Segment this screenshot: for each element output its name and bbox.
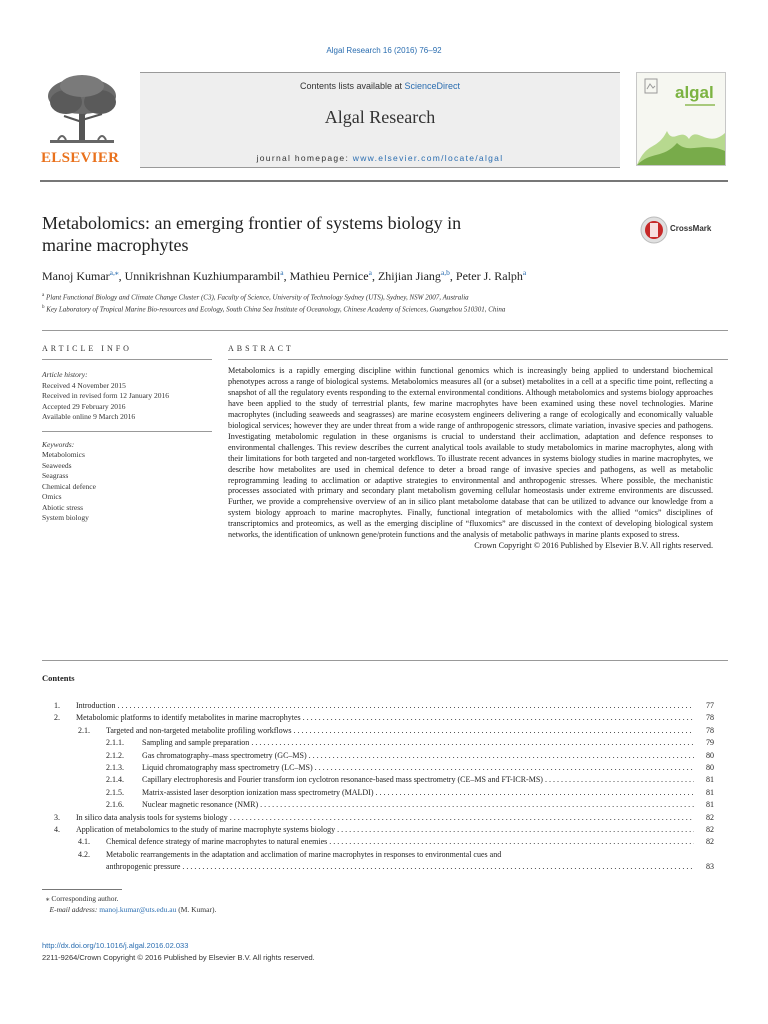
toc-entry-number: 2.1.3. xyxy=(106,762,124,772)
toc-entry-page: 82 xyxy=(706,812,714,822)
toc-entry-title: In silico data analysis tools for systems biology . . . xyxy=(76,812,694,824)
toc-entry-title: Application of metabolomics to the study of marine macrophyte systems biology . . . xyxy=(76,824,694,836)
toc-entry[interactable] xyxy=(54,700,714,712)
email-note: E-mail address: manoj.kumar@uts.edu.au (M. Kumar). xyxy=(49,905,217,914)
toc-entry-number: 2.1.6. xyxy=(106,800,124,810)
history-revised: Received in revised form 12 January 2016 xyxy=(42,391,170,400)
info-divider xyxy=(42,431,212,432)
journal-cover-thumbnail[interactable] xyxy=(636,72,726,166)
journal-name: Algal Research xyxy=(324,107,436,127)
toc-entry[interactable] xyxy=(54,799,714,811)
keyword-item: Metabolomics xyxy=(42,450,85,459)
toc-entry-number: 2. xyxy=(54,713,60,723)
title-line-1: Metabolomics: an emerging frontier of systems biology in xyxy=(42,213,462,233)
keywords xyxy=(42,440,212,524)
toc-entry[interactable] xyxy=(54,824,714,836)
issn-line: 2211-9264/Crown Copyright © 2016 Published by Elsevier B.V. All rights reserved. xyxy=(42,952,315,962)
keyword-item: System biology xyxy=(42,513,89,522)
abstract-text: Metabolomics is a rapidly emerging discipline within functional genomics which is increasingly being applied to understand biochemical phenotypes across a range of biological systems. Metabolomics measures all (or a subset) metabolites in a cell at a specific time point, reflecting a snapshot of all the regulatory events responding to the external environmental conditions. Although metabolomics and systems biology approaches have been applied to the study of terrestrial plants, few marine macrophytes have been examined using these novel technologies. Marine macrophytes (including seaweeds and seagrasses) are marine ecosystem engineers delivering a range of ecologically and economically valuable biological services; however they are under threat from a wide range of anthropogenic stressors, climate variation, invasive species and pathogens. Investigating metabolomic regulation in these organisms is crucial to understand their acclimation, adaptation and defence responses to environmental challenges. This review describes the current analytical tools available to study metabolomics in marine macrophytes, along with their limitations for both targeted and non-targeted workflows. To illustrate recent advances in systems biology studies in marine macrophytes, we describe how metabolites are used in chemical defence to deter a broad range of invasive species and pathogens, as well as metabolic reprogramming leading to acclimation or adaptive strategies to environmental and anthropogenic stresses. Where possible, the mechanistic processes associated with primary and secondary plant metabolism governing cellular homeostasis under extreme environments are discussed. Further, we provide a comprehensive overview of an in silico plant metabolome database that can be utilized to advance our knowledge from a system biology approach to marine macrophytes. Finally, functional integration of metabolomics with the allied “omics” disciplines of transcriptomics and proteomics, as well as the emerging discipline of “fluxomics” are discussed in the context of developing biological system networks, the identification of unknown gene/protein functions and the analysis of metabolic pathways in marine plants exposed to stress. xyxy=(228,366,713,540)
history-online: Available online 9 March 2016 xyxy=(42,412,136,421)
toc-entry-title: anthropogenic pressure . . . xyxy=(106,861,694,873)
cover-subtitle-bar xyxy=(685,104,715,106)
cover-title: algal xyxy=(675,83,714,102)
toc-entry[interactable] xyxy=(54,725,714,737)
history-received: Received 4 November 2015 xyxy=(42,380,126,390)
footnote-rule xyxy=(42,889,122,890)
author-5[interactable]: Peter J. Ralph$^a$ xyxy=(455,268,527,283)
toc-entry-page: 82 xyxy=(706,837,714,847)
toc-entry-page: 82 xyxy=(706,824,714,834)
toc-entry-title: Targeted and non-targeted metabolite profiling workflows . . . xyxy=(106,725,694,737)
toc-entry-title: Sampling and sample preparation . . . xyxy=(142,737,694,749)
toc-entry[interactable] xyxy=(54,737,714,749)
article-info-heading: ARTICLE INFO xyxy=(42,344,132,353)
toc-entry-page: 81 xyxy=(706,800,714,810)
abstract-body xyxy=(228,366,713,552)
toc-entry[interactable] xyxy=(54,787,714,799)
toc-entry[interactable] xyxy=(54,836,714,848)
journal-header xyxy=(40,72,728,176)
elsevier-tree-icon xyxy=(40,72,124,152)
crossmark-badge[interactable] xyxy=(640,216,730,244)
toc-entry-page: 77 xyxy=(706,701,714,710)
toc-entry-title: Matrix-assisted laser desorption ionization mass spectrometry (MALDI) . . . xyxy=(142,787,694,799)
crossmark-icon xyxy=(640,216,668,244)
cover-artwork xyxy=(637,121,725,165)
toc-entry-title: Metabolic rearrangements in the adaptation and acclimation of marine macrophytes in responses to environmental cues and xyxy=(106,849,502,859)
toc-entry-title: Gas chromatography–mass spectrometry (GC–MS) . . . xyxy=(142,750,694,762)
toc-entry-page: 78 xyxy=(706,725,714,735)
toc-entry-number: 2.1. xyxy=(78,725,90,735)
history-accepted: Accepted 29 February 2016 xyxy=(42,401,126,411)
contents-rule xyxy=(42,660,728,661)
toc-entry-title: Introduction . . . xyxy=(76,700,694,712)
toc-entry[interactable] xyxy=(54,762,714,774)
author-4[interactable]: Zhijian Jiang$^{a,b}$, xyxy=(377,268,456,283)
header-rule xyxy=(40,180,728,182)
toc-entry-title: Nuclear magnetic resonance (NMR) . . . xyxy=(142,799,694,811)
toc-entry-page: 81 xyxy=(706,775,714,785)
toc-entry[interactable] xyxy=(54,712,714,724)
toc-entry-number: 4.1. xyxy=(78,837,90,847)
toc-entry-number: 2.1.2. xyxy=(106,750,124,760)
toc-entry[interactable] xyxy=(54,812,714,824)
article-info-rule xyxy=(42,359,212,360)
publisher-name: ELSEVIER xyxy=(41,150,120,166)
affiliation-a: $^a$ Plant Functional Biology and Climate Change Cluster (C3), Faculty of Science, University of Technology Sydney (UTS), Sydney, NSW 2007, Australia xyxy=(42,293,469,302)
toc-entry-number: 2.1.4. xyxy=(106,775,124,785)
abstract-copyright: Crown Copyright © 2016 Published by Elsevier B.V. All rights reserved. xyxy=(474,541,713,551)
author-3[interactable]: Mathieu Pernice$^a$, xyxy=(289,268,378,283)
masthead xyxy=(140,72,620,168)
sciencedirect-link[interactable]: ScienceDirect xyxy=(404,81,461,91)
toc-entry-number: 1. xyxy=(54,701,60,710)
keyword-item: Abiotic stress xyxy=(42,502,84,512)
toc-entry-title: Capillary electrophoresis and Fourier transform ion cyclotron resonance-based mass spectrometry (CE–MS and FT-ICR-MS) . . . xyxy=(142,774,694,786)
elsevier-logo xyxy=(40,72,124,168)
toc-entry-page: 80 xyxy=(706,750,714,760)
affiliation-rule xyxy=(42,330,728,331)
keyword-item: Seaweeds xyxy=(42,460,72,470)
toc-entry-title: Chemical defence strategy of marine macrophytes to natural enemies . . . xyxy=(106,836,694,848)
toc-entry-page: 78 xyxy=(706,713,714,723)
keyword-item: Seagrass xyxy=(42,471,69,480)
journal-reference[interactable]: Algal Research 16 (2016) 76–92 xyxy=(326,46,442,55)
crossmark-label: CrossMark xyxy=(670,224,712,233)
toc-entry-title: Liquid chromatography mass spectrometry (LC–MS) . . . xyxy=(142,762,694,774)
toc-entry-page: 80 xyxy=(706,762,714,772)
toc-entry[interactable] xyxy=(54,849,714,861)
contents-heading: Contents xyxy=(42,673,75,683)
article-history xyxy=(42,370,212,423)
toc-entry-number: 4.2. xyxy=(78,849,90,859)
abstract-rule xyxy=(228,359,728,360)
author-list xyxy=(42,268,732,284)
author-1[interactable]: Manoj Kumar$^{a,⁎}$, xyxy=(42,268,125,283)
history-label: Article history: xyxy=(42,370,88,379)
email-link[interactable]: manoj.kumar@uts.edu.au xyxy=(99,905,177,914)
toc-entry-page: 83 xyxy=(706,862,714,872)
abstract-heading: ABSTRACT xyxy=(228,344,294,353)
keyword-item: Omics xyxy=(42,492,62,501)
affiliation-b: $^b$ Key Laboratory of Tropical Marine Bio-resources and Ecology, South China Sea Institute of Oceanology, Chinese Academy of Sciences, Guangzhou 510301, China xyxy=(42,305,506,314)
title-line-2: marine macrophytes xyxy=(42,235,189,255)
corresponding-author-note: ⁎ Corresponding author. xyxy=(45,894,119,903)
journal-homepage-link[interactable]: www.elsevier.com/locate/algal xyxy=(352,153,504,163)
footnote xyxy=(42,893,442,915)
toc-entry[interactable] xyxy=(54,750,714,762)
keywords-label: Keywords: xyxy=(42,439,75,449)
toc-entry-number: 2.1.1. xyxy=(106,738,124,748)
toc-entry-page: 81 xyxy=(706,787,714,797)
toc-entry[interactable] xyxy=(54,774,714,786)
toc-entry-number: 2.1.5. xyxy=(106,787,124,797)
journal-homepage-line: journal homepage: www.elsevier.com/locate/algal xyxy=(256,153,504,163)
author-2[interactable]: Unnikrishnan Kuzhiumparambil$^a$, xyxy=(124,268,290,283)
cover-emblem-icon xyxy=(643,77,663,97)
article-title xyxy=(42,212,602,256)
toc-entry-number: 4. xyxy=(54,824,60,834)
toc-entry-title: Metabolomic platforms to identify metabolites in marine macrophytes . . . xyxy=(76,712,694,724)
toc-entry[interactable] xyxy=(54,861,714,873)
doi-link[interactable]: http://dx.doi.org/10.1016/j.algal.2016.02.033 xyxy=(42,941,189,950)
contents-available-line: Contents lists available at ScienceDirect xyxy=(299,81,461,91)
table-of-contents xyxy=(54,700,714,873)
toc-entry-number: 3. xyxy=(54,812,60,822)
keyword-item: Chemical defence xyxy=(42,481,96,491)
toc-entry-page: 79 xyxy=(706,738,714,748)
article-info xyxy=(42,370,212,535)
article-footer xyxy=(42,940,315,963)
